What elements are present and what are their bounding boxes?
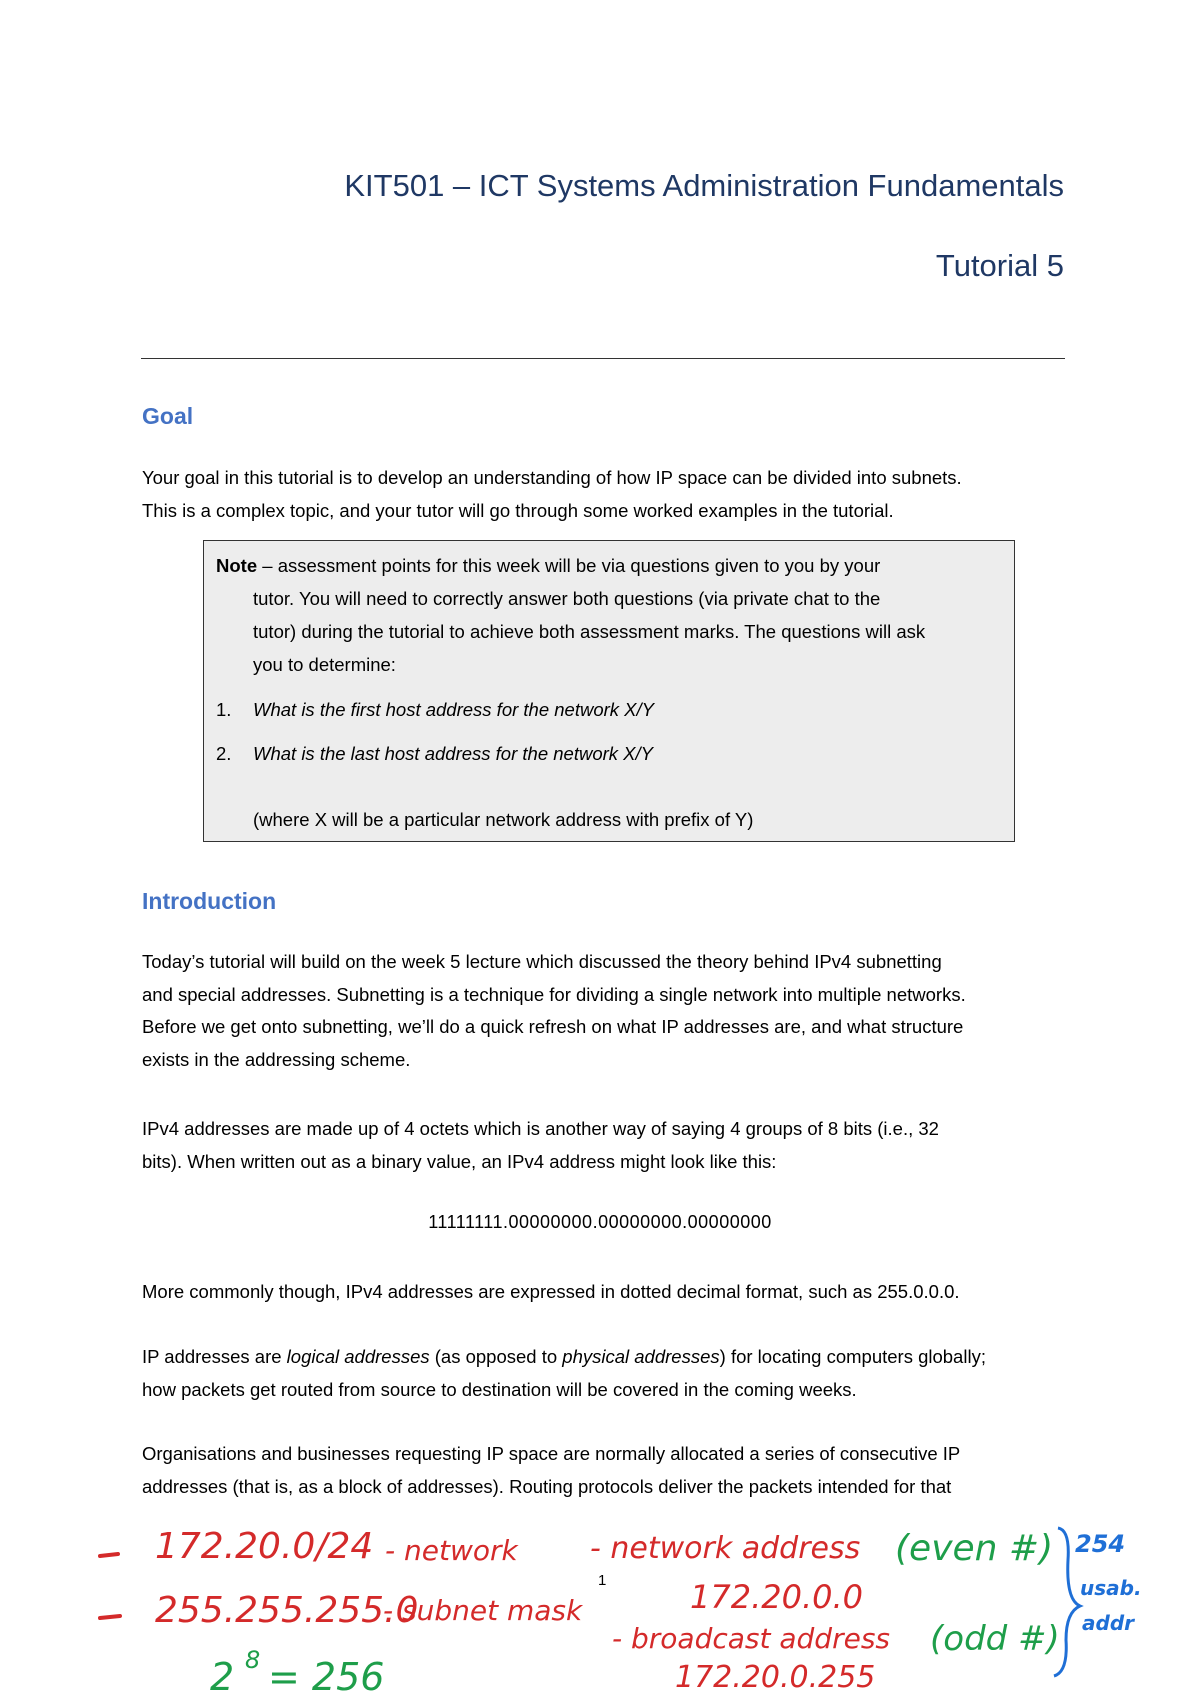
course-title: KIT501 – ICT Systems Administration Fundamentals — [344, 168, 1064, 203]
handwritten-subnet-mask: 255.255.255.0 — [155, 1590, 419, 1631]
handwritten-host-count: 254 — [1075, 1530, 1126, 1558]
question-number: 2. — [216, 743, 232, 764]
goal-heading: Goal — [142, 403, 194, 429]
binary-address: 11111111.00000000.00000000.00000000 — [428, 1212, 772, 1232]
handwritten-network-address-label: - network address — [590, 1531, 861, 1566]
intro-line: bits). When written out as a binary value, an IPv4 address might look like this: — [142, 1150, 777, 1172]
text-run: (as opposed to — [429, 1346, 563, 1367]
question-number: 1. — [216, 699, 232, 720]
handwritten-even-note: (even #) — [895, 1528, 1054, 1569]
intro-line: More commonly though, IPv4 addresses are expressed in dotted decimal format, such as 255.0.0.0. — [142, 1281, 960, 1302]
intro-line: exists in the addressing scheme. — [142, 1048, 411, 1070]
red-dash-mark — [100, 1616, 120, 1618]
page-number: 1 — [598, 1572, 607, 1589]
handwritten-subnet-mask-label: - subnet mask — [383, 1594, 583, 1627]
note-label: Note — [216, 555, 258, 576]
handwritten-usable-label: usab. — [1080, 1576, 1142, 1600]
handwritten-network-address: 172.20.0.0 — [690, 1578, 864, 1616]
intro-line: Before we get onto subnetting, we’ll do a quick refresh on what IP addresses are, and what structure — [142, 1016, 964, 1037]
question-text: What is the first host address for the network X/Y — [253, 699, 655, 720]
goal-line: Your goal in this tutorial is to develop an understanding of how IP space can be divided into subnets. — [142, 467, 962, 488]
handwritten-power-result: = 256 — [268, 1655, 385, 1698]
question-text: What is the last host address for the network X/Y — [253, 743, 653, 764]
intro-line: addresses (that is, as a block of addresses). Routing protocols deliver the packets intended for that — [142, 1475, 952, 1497]
handwritten-power-exponent: 8 — [245, 1646, 261, 1674]
note-line: you to determine: — [253, 654, 396, 675]
intro-line: Today’s tutorial will build on the week 5 lecture which discussed the theory behind IPv4 subnetting — [142, 951, 942, 972]
text-run: IP addresses are — [142, 1346, 287, 1367]
note-line: tutor. You will need to correctly answer both questions (via private chat to the — [253, 588, 881, 609]
handwritten-broadcast-label: - broadcast address — [612, 1622, 890, 1655]
intro-line: and special addresses. Subnetting is a technique for dividing a single network into multiple networks. — [142, 983, 966, 1005]
text-run: ) for locating computers globally; — [719, 1346, 986, 1367]
note-text: – assessment points for this week will be via questions given to you by your — [257, 555, 881, 576]
handwritten-addr-label: addr — [1082, 1611, 1134, 1635]
intro-line: how packets get routed from source to destination will be covered in the coming weeks. — [142, 1378, 857, 1400]
handwritten-power-base: 2 — [210, 1655, 235, 1698]
handwritten-odd-note: (odd #) — [930, 1619, 1060, 1659]
handwritten-network-label: - network — [385, 1534, 518, 1567]
intro-line: IPv4 addresses are made up of 4 octets which is another way of saying 4 groups of 8 bits (i.e., 32 — [142, 1118, 939, 1139]
red-dash-mark — [100, 1554, 118, 1556]
handwritten-network-cidr: 172.20.0/24 — [155, 1526, 374, 1567]
emphasis-logical: logical addresses — [286, 1346, 430, 1367]
goal-line: This is a complex topic, and your tutor will go through some worked examples in the tutorial. — [142, 499, 894, 521]
note-line: tutor) during the tutorial to achieve both assessment marks. The questions will ask — [253, 621, 926, 642]
emphasis-physical: physical addresses — [562, 1346, 720, 1367]
note-footer: (where X will be a particular network address with prefix of Y) — [253, 809, 754, 830]
intro-line: Organisations and businesses requesting IP space are normally allocated a series of consecutive IP — [142, 1443, 961, 1464]
handwritten-broadcast-address: 172.20.0.255 — [675, 1660, 876, 1695]
tutorial-title: Tutorial 5 — [935, 248, 1064, 283]
introduction-heading: Introduction — [142, 888, 277, 914]
